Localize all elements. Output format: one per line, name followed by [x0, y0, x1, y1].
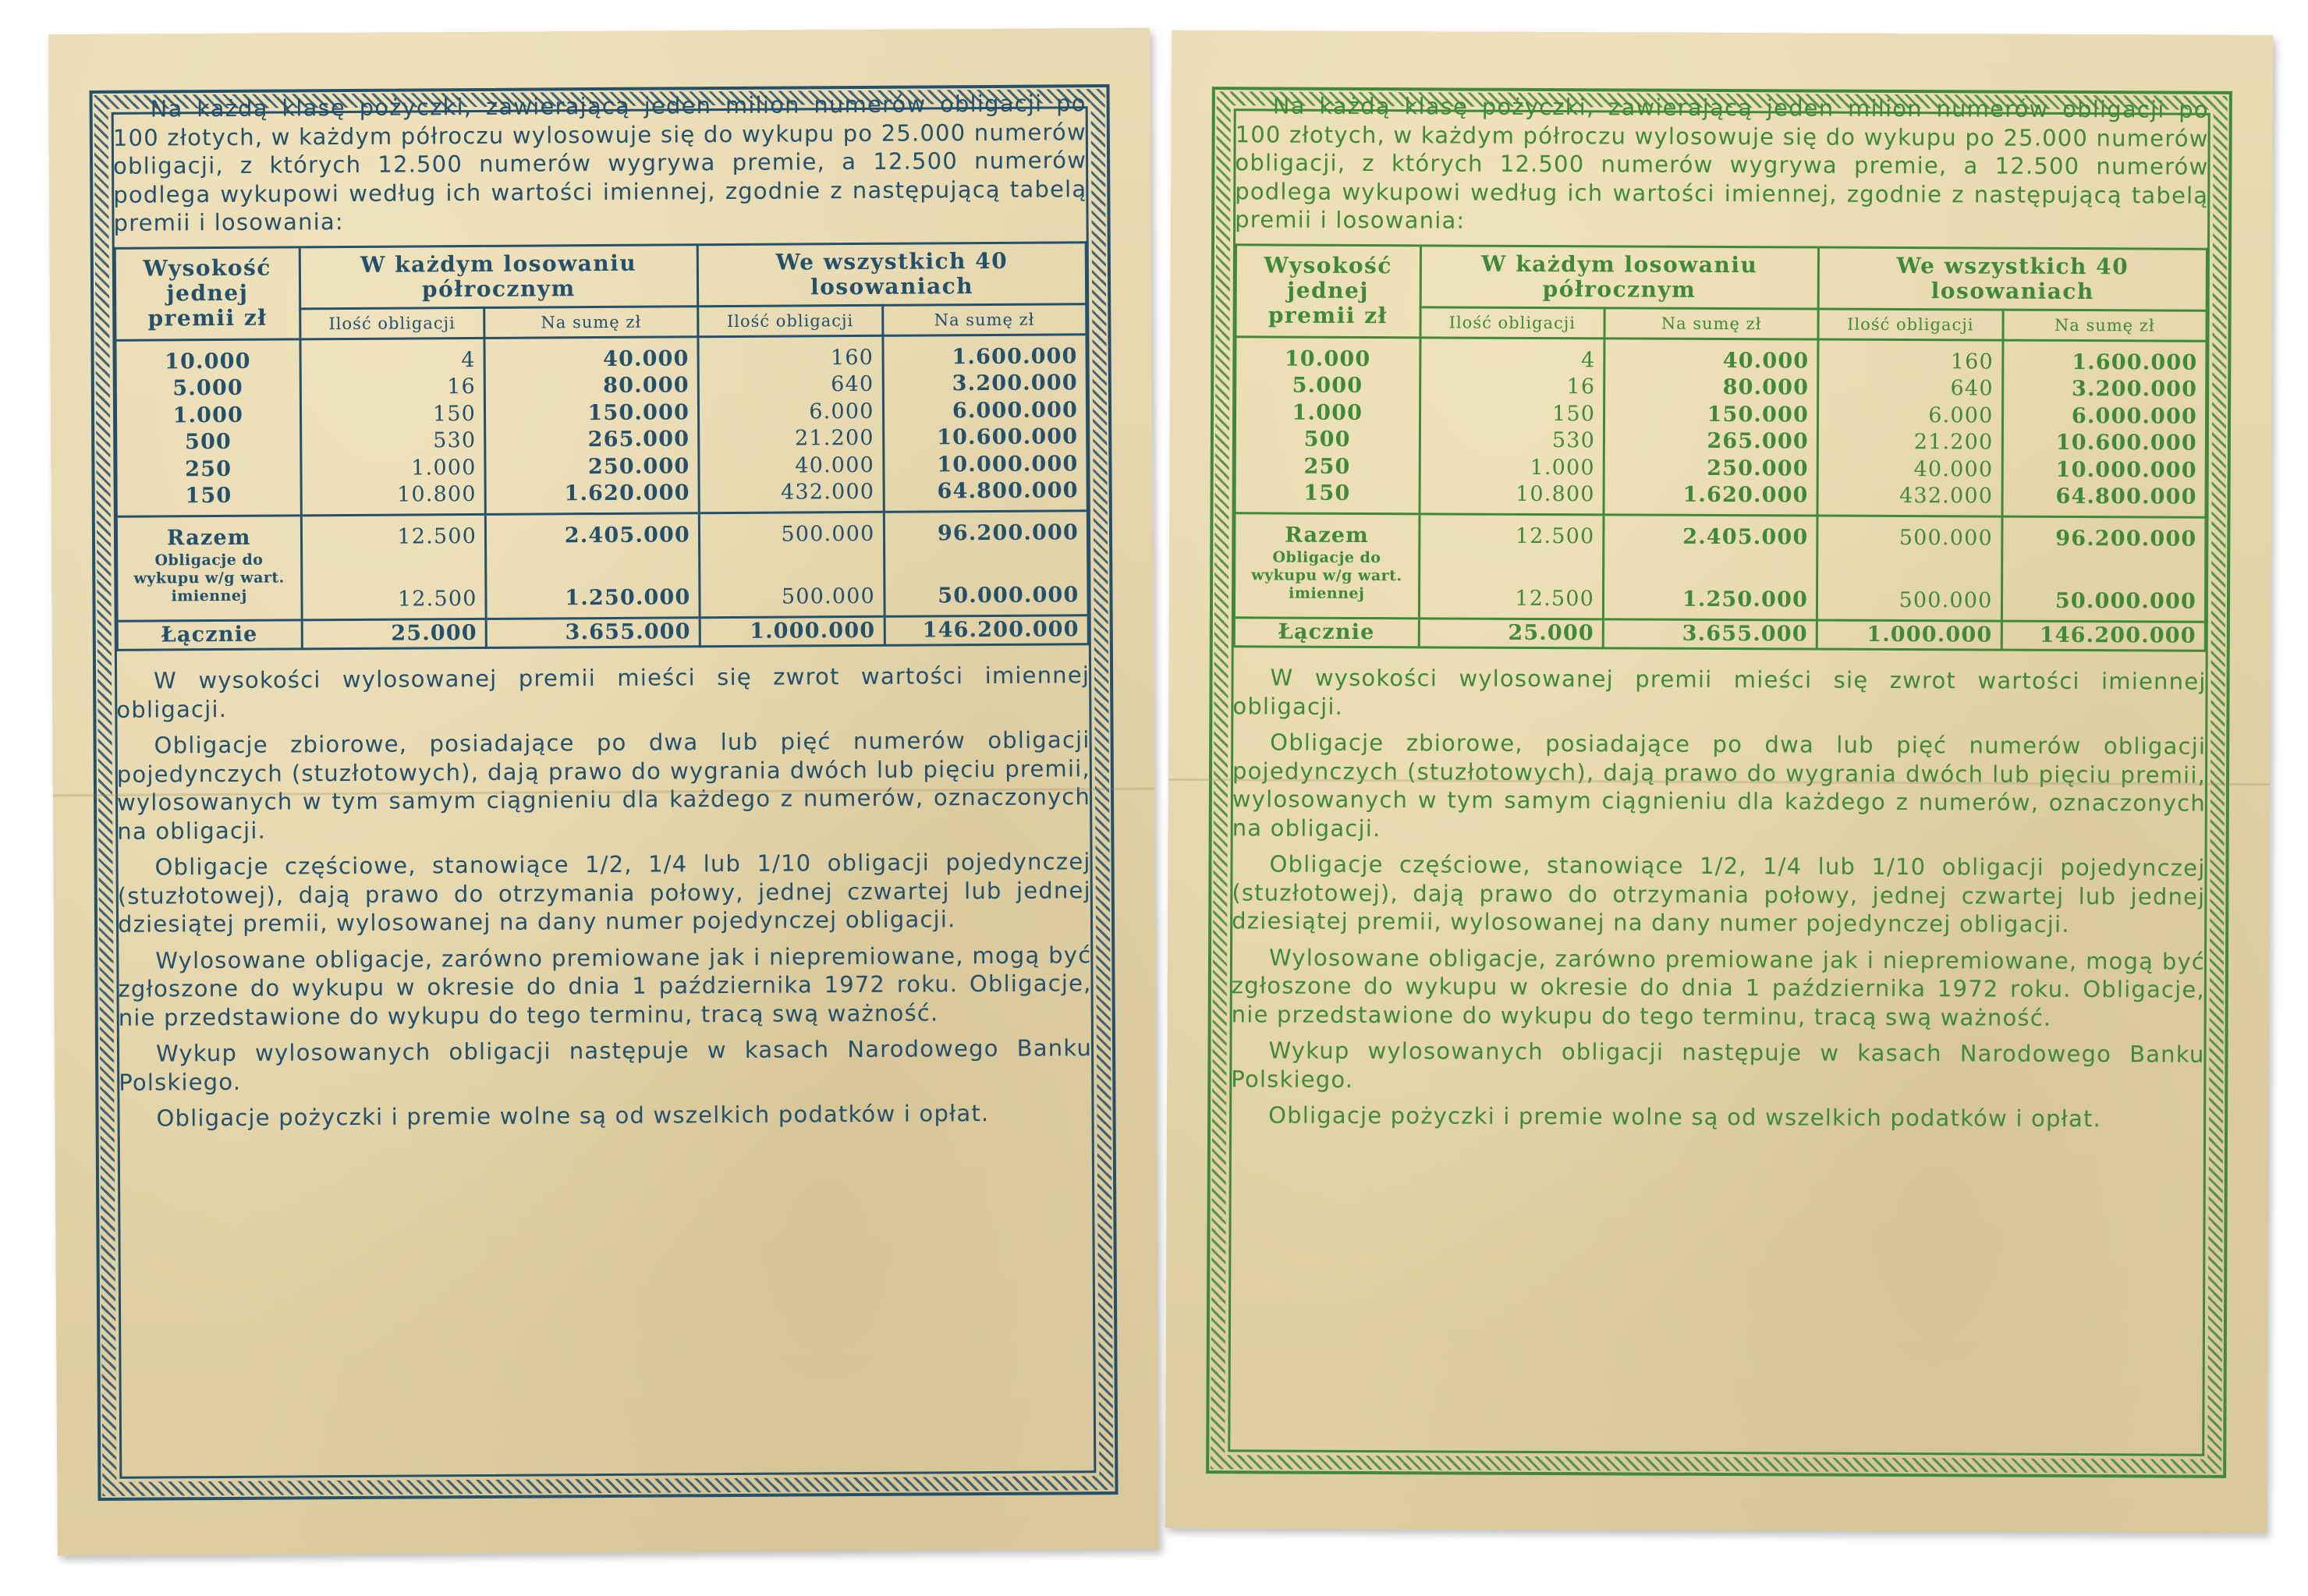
intro-paragraph: Na każdą klasę pożyczki, zawierającą jeden milion numerów obligacji po 100 złotych, w każdym półroczu wylosowuje się do wykupu po 25.000 numerów obligacji, z których 12.500 numerów wygrywa premie, a 12.500 numerów podlega wykupowi według ich wartości imiennej, zgodnie z następującą tabelą premii i losowania: [1235, 92, 2209, 234]
paragraph: Obligacje zbiorowe, posiadające po dwa lub pięć numerów obligacji pojedynczych (stuzłotowych), dają prawo do wygrania dwóch lub pięciu premii, wylosowanych w tym samym ciągnieniu dla każdego z numerów, oznaczonych na obligacji. [116, 726, 1091, 845]
header-count: Ilość obligacji [1420, 307, 1605, 338]
left-bond-sheet [48, 28, 1159, 1556]
header-sum: Na sumę zł [882, 303, 1087, 335]
paragraph: Obligacje pożyczki i premie wolne są od wszelkich podatków i opłat. [156, 1099, 990, 1132]
paragraph: Obligacje pożyczki i premie wolne są od wszelkich podatków i opłat. [1268, 1101, 2102, 1133]
header-each-draw: W każdym losowaniu półrocznym [300, 244, 698, 308]
paragraph: Obligacje częściowe, stanowiące 1/2, 1/4 lub 1/10 obligacji pojedynczej (stuzłotowej), dają prawo do otrzymania połowy, jednej czwartej lub jednej dziesiątej premii, wylosowanej na dany numer pojedynczej obligacji. [117, 848, 1091, 938]
right-bond-sheet [1165, 30, 2273, 1533]
header-count: Ilość obligacji [300, 307, 484, 339]
paragraph: W wysokości wylosowanej premii mieści się zwrot wartości imiennej obligacji. [1232, 664, 2207, 720]
header-count: Ilość obligacji [698, 305, 883, 336]
header-prize-amount: Wysokość jednej premii zł [115, 246, 300, 339]
header-sum: Na sumę zł [484, 306, 698, 338]
table-row-lacznie: Łącznie 25.000 3.655.000 1.000.000 146.200.000 [117, 615, 1088, 650]
header-count: Ilość obligacji [1818, 309, 2003, 340]
paragraph: Obligacje częściowe, stanowiące 1/2, 1/4 lub 1/10 obligacji pojedynczej (stuzłotowej), dają prawo do otrzymania połowy, jednej czwartej lub jednej dziesiątej premii, wylosowanej na dany numer pojedynczej obligacji. [1232, 850, 2206, 938]
header-prize-amount: Wysokość jednej premii zł [1236, 244, 1420, 337]
paragraph: W wysokości wylosowanej premii mieści się zwrot wartości imiennej obligacji. [116, 661, 1090, 723]
table-row-razem: Razem Obligacje do wykupu w/g wart. imiennej 12.500 12.500 2.405.000 1.250.000 500.000 500.000 96.200.000 50.000.000 [116, 510, 1088, 621]
sheet-content [113, 89, 1095, 1493]
table-row: 10.000 5.000 1.000 500 250 150 4 16 150 530 1.000 10.800 40.000 80.000 150.000 265.000 250.000 1.620.000 160 640 6.000 21.200 40.000 432.000 1.600.000 3.200.000 6.000.000 10.600.000 10.000.000 64.800.000 [1235, 336, 2207, 516]
paragraph: Obligacje zbiorowe, posiadające po dwa lub pięć numerów obligacji pojedynczych (stuzłotowych), dają prawo do wygrania dwóch lub pięciu premii, wylosowanych w tym samym ciągnieniu dla każdego z numerów, oznaczonych na obligacji. [1232, 729, 2207, 842]
sheet-content [1229, 91, 2209, 1470]
table-row: 10.000 5.000 1.000 500 250 150 4 16 150 530 1.000 10.800 40.000 80.000 150.000 265.000 250.000 1.620.000 160 640 6.000 21.200 40.000 432.000 1.600.000 3.200.000 6.000.000 10.600.000 10.000.000 64.800.000 [115, 334, 1087, 516]
header-sum: Na sumę zł [2003, 310, 2207, 341]
table-row-razem: Razem Obligacje do wykupu w/g wart. imiennej 12.500 12.500 2.405.000 1.250.000 500.000 500.000 96.200.000 50.000.000 [1234, 512, 2206, 621]
prize-table [114, 241, 1090, 651]
header-each-draw: W każdym losowaniu półrocznym [1420, 245, 1819, 308]
paragraph: Wykup wylosowanych obligacji następuje w kasach Narodowego Banku Polskiego. [119, 1034, 1093, 1096]
paragraph: Wylosowane obligacje, zarówno premiowane jak i niepremiowane, mogą być zgłoszone do wykupu w okresie do dnia 1 października 1972 roku. Obligacje, nie przedstawione do wykupu do tego terminu, tracą swą ważność. [118, 941, 1092, 1031]
header-sum: Na sumę zł [1604, 307, 1818, 339]
table-row-lacznie: Łącznie 25.000 3.655.000 1.000.000 146.200.000 [1234, 617, 2205, 651]
paragraph: Wylosowane obligacje, zarówno premiowane jak i niepremiowane, mogą być zgłoszone do wykupu w okresie do dnia 1 października 1972 roku. Obligacje, nie przedstawione do wykupu do tego terminu, tracą swą ważność. [1231, 943, 2206, 1031]
header-all-draws: We wszystkich 40 losowaniach [697, 242, 1086, 306]
header-all-draws: We wszystkich 40 losowaniach [1818, 247, 2207, 310]
paragraph: Wykup wylosowanych obligacji następuje w kasach Narodowego Banku Polskiego. [1231, 1037, 2205, 1093]
prize-table [1233, 243, 2208, 652]
intro-paragraph: Na każdą klasę pożyczki, zawierającą jeden milion numerów obligacji po 100 złotych, w każdym półroczu wylosowuje się do wykupu po 25.000 numerów obligacji, z których 12.500 numerów wygrywa premie, a 12.500 numerów podlega wykupowi według ich wartości imiennej, zgodnie z następującą tabelą premii i losowania: [112, 90, 1087, 236]
